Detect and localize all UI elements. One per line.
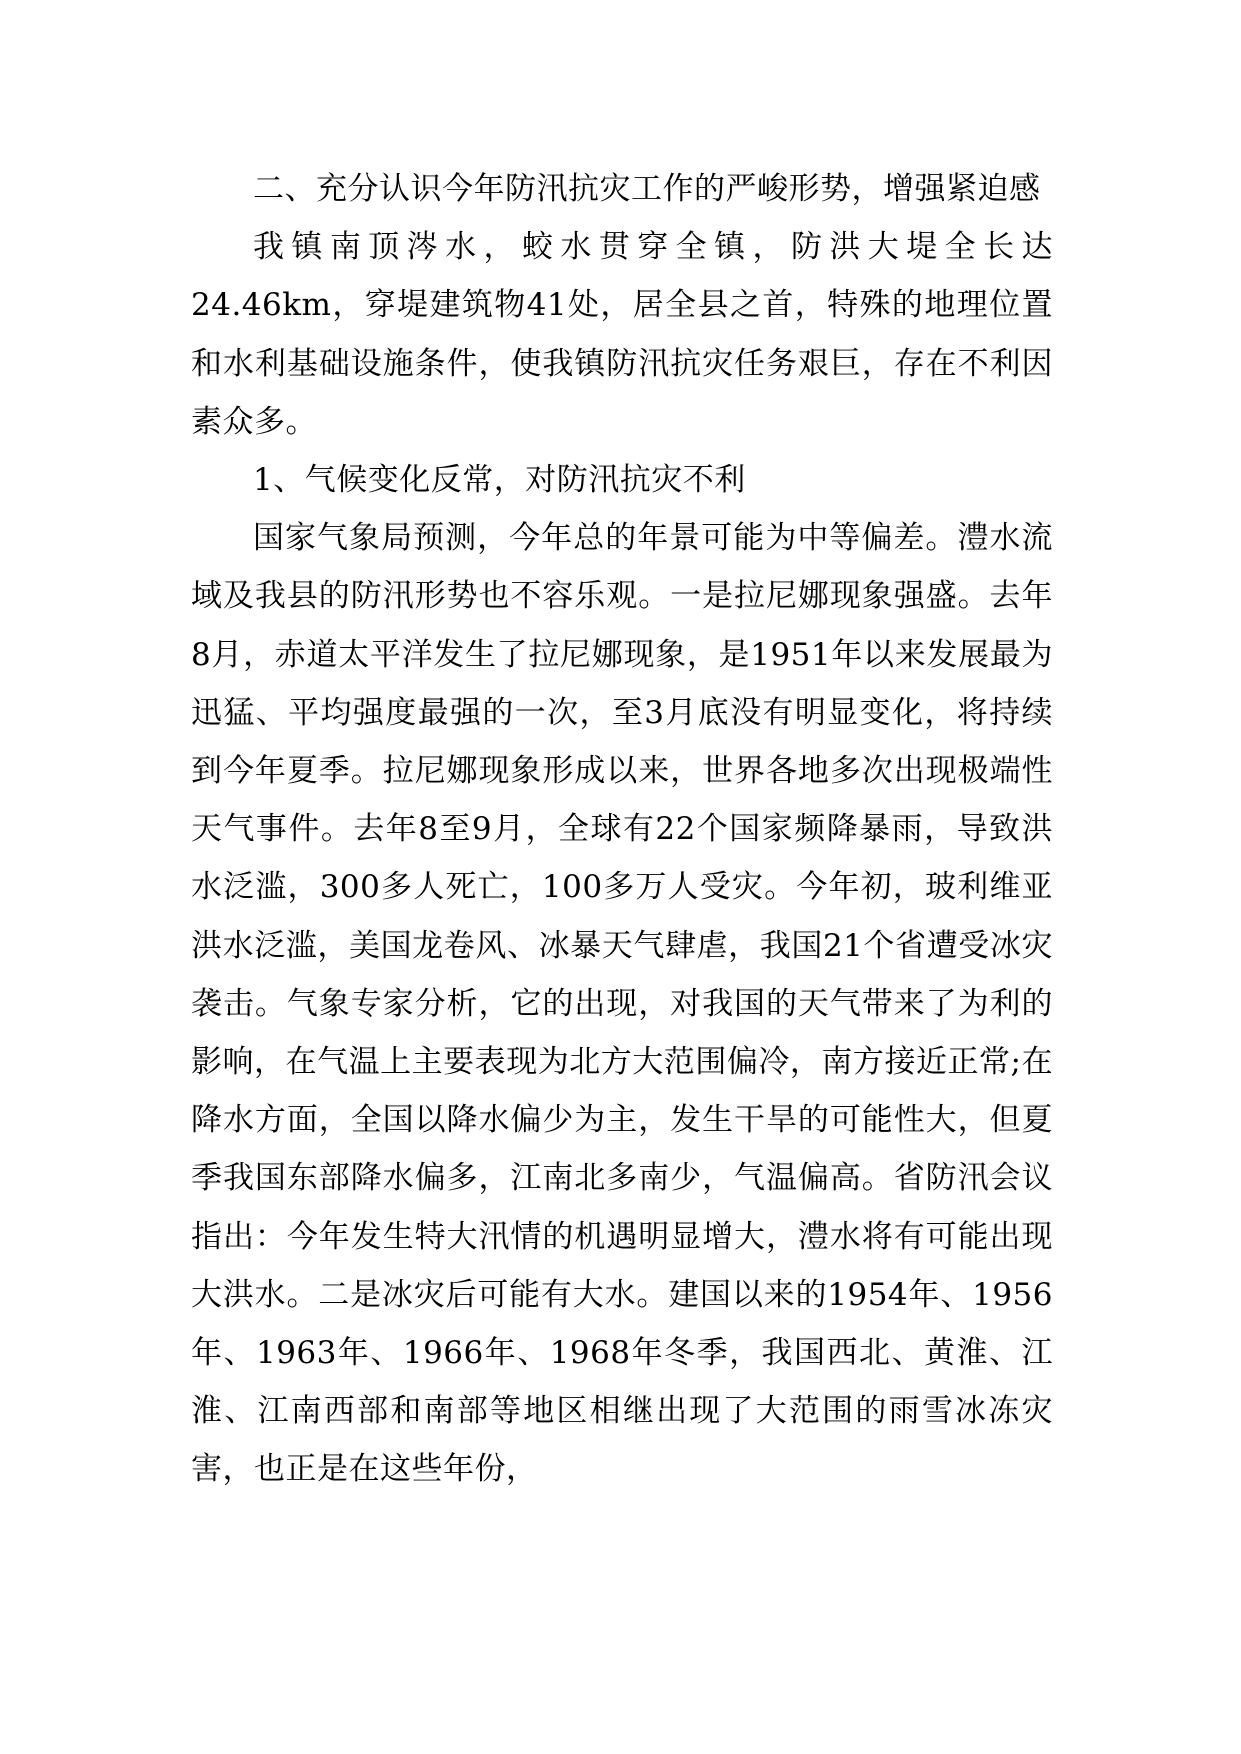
body-paragraph: 我镇南顶涔水，蛟水贯穿全镇，防洪大堤全长达24.46km，穿堤建筑物41处，居全县之首，特殊的地理位置和水利基础设施条件，使我镇防汛抗灾任务艰巨，存在不利因素众多。 xyxy=(191,229,1053,440)
section-heading: 二、充分认识今年防汛抗灾工作的严峻形势，增强紧迫感 xyxy=(253,171,1041,207)
document-body xyxy=(191,160,1053,1499)
subsection-heading: 1、气候变化反常，对防汛抗灾不利 xyxy=(253,462,746,499)
body-paragraph: 国家气象局预测，今年总的年景可能为中等偏差。澧水流域及我县的防汛形势也不容乐观。一是拉尼娜现象强盛。去年8月，赤道太平洋发生了拉尼娜现象，是1951年以来发展最为迅猛、平均强度最强的一次，至3月底没有明显变化，将持续到今年夏季。拉尼娜现象形成以来，世界各地多次出现极端性天气事件。去年8至9月，全球有22个国家频降暴雨，导致洪水泛滥，300多人死亡，100多万人受灾。今年初，玻利维亚洪水泛滥，美国龙卷风、冰暴天气肆虐，我国21个省遭受冰灾袭击。气象专家分析，它的出现，对我国的天气带来了为利的影响，在气温上主要表现为北方大范围偏冷，南方接近正常;在降水方面，全国以降水偏少为主，发生干旱的可能性大，但夏季我国东部降水偏多，江南北多南少，气温偏高。省防汛会议指出：今年发生特大汛情的机遇明显增大，澧水将有可能出现大洪水。二是冰灾后可能有大水。建国以来的1954年、1956年、1963年、1966年、1968年冬季，我国西北、黄淮、江淮、江南西部和南部等地区相继出现了大范围的雨雪冰冻灾害，也正是在这些年份， xyxy=(191,520,1053,1488)
